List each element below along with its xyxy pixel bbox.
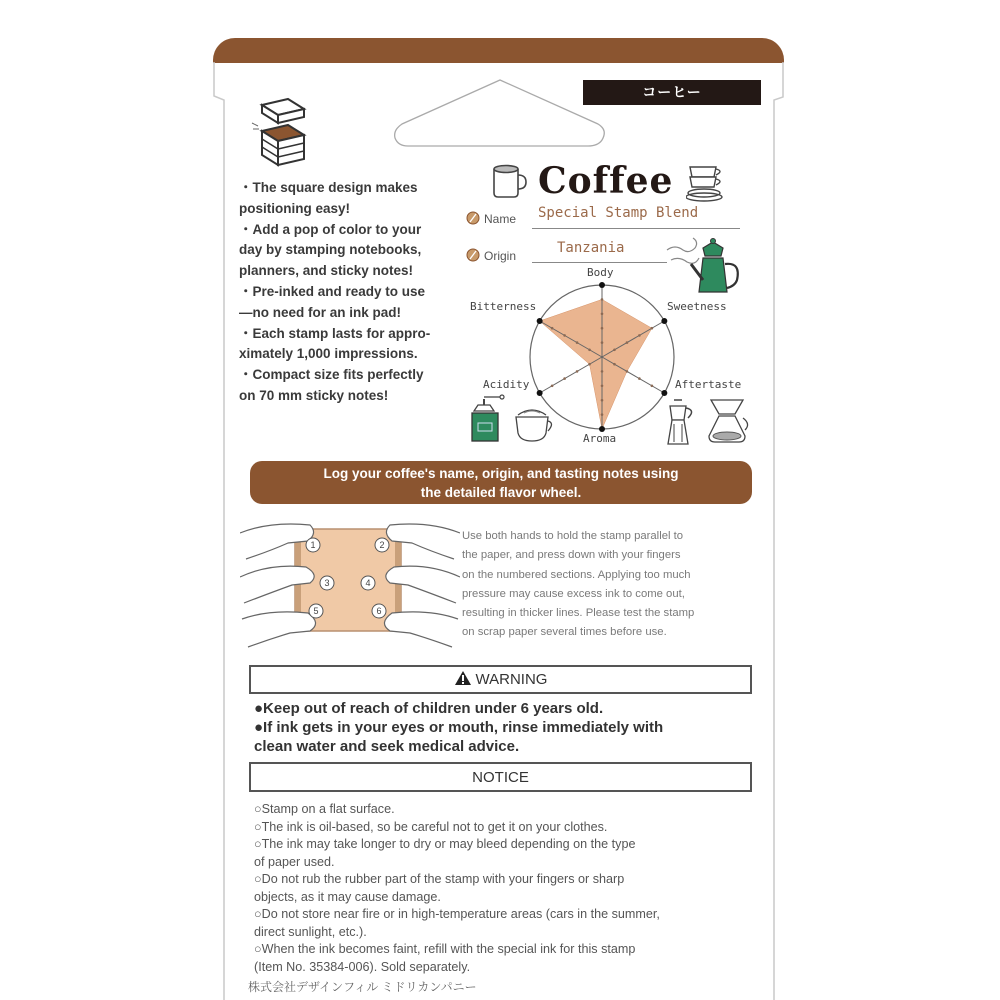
axis-label-bitterness: Bitterness [470, 300, 537, 313]
moka-pot-icon [662, 398, 702, 446]
axis-label-aroma: Aroma [583, 432, 617, 445]
usage-instructions [462, 527, 762, 643]
warning-header [249, 665, 752, 694]
hang-hole [395, 80, 605, 146]
name-label: Name [484, 212, 517, 226]
svg-text:1: 1 [310, 540, 316, 550]
warning-title: WARNING [475, 671, 548, 688]
banner-line: the detailed flavor wheel. [420, 485, 582, 500]
origin-underline [532, 262, 667, 263]
notice-item: direct sunlight, etc.). [254, 924, 367, 939]
feature-line: ximately 1,000 impressions. [239, 346, 418, 362]
feature-line: ・Add a pop of color to your [239, 221, 422, 237]
warning-triangle-icon [454, 670, 472, 686]
instruction-line: pressure may cause excess ink to come out, [462, 587, 685, 600]
svg-text:6: 6 [376, 606, 382, 616]
warning-item: clean water and seek medical advice. [254, 738, 520, 755]
flavor-wheel-banner [250, 461, 752, 504]
feature-line: day by stamping notebooks, [239, 242, 422, 258]
coffee-bean-icon [466, 211, 480, 225]
notice-header [249, 762, 752, 792]
instruction-line: on the numbered sections. Applying too much [462, 568, 691, 581]
notice-item: ○Do not rub the rubber part of the stamp with your fingers or sharp [254, 872, 625, 886]
hands-stamp-diagram [240, 515, 460, 655]
feature-line: planners, and sticky notes! [239, 263, 414, 279]
notice-item: ○When the ink becomes faint, refill with the special ink for this stamp [254, 942, 636, 956]
warning-item: ●Keep out of reach of children under 6 years old. [254, 700, 604, 717]
axis-label-sweetness: Sweetness [667, 300, 727, 313]
svg-text:4: 4 [365, 578, 371, 588]
notice-title: NOTICE [472, 769, 529, 786]
feature-line: ・Each stamp lasts for appro- [239, 325, 431, 341]
svg-text:3: 3 [324, 578, 330, 588]
stamp-title: Coffee [538, 160, 674, 202]
name-value: Special Stamp Blend [538, 205, 699, 221]
notice-item: (Item No. 35384-006). Sold separately. [254, 959, 471, 974]
warning-list [254, 699, 754, 756]
instruction-line: Use both hands to hold the stamp parallel to [462, 530, 684, 542]
card-top-band [213, 38, 784, 63]
notice-item: ○The ink is oil-based, so be careful not to get it on your clothes. [254, 819, 608, 834]
instruction-line: on scrap paper several times before use. [462, 626, 667, 639]
warning-item: ●If ink gets in your eyes or mouth, rinse immediately with [254, 719, 664, 736]
category-tag: コーヒー [583, 80, 761, 105]
stacked-cups-icon [686, 163, 728, 203]
origin-label: Origin [484, 249, 517, 263]
feature-line: —no need for an ink pad! [239, 304, 402, 320]
notice-item: objects, as it may cause damage. [254, 889, 441, 904]
latte-cup-icon [512, 405, 557, 445]
company-name: 株式会社デザインフィル ミドリカンパニー [248, 980, 477, 994]
feature-line: on 70 mm sticky notes! [239, 387, 389, 403]
svg-text:2: 2 [379, 540, 385, 550]
notice-item: ○Do not store near fire or in high-temperature areas (cars in the summer, [254, 907, 660, 921]
name-underline [532, 228, 740, 229]
feature-line: ・Pre-inked and ready to use [239, 283, 426, 299]
feature-line: ・Compact size fits perfectly [239, 367, 424, 383]
origin-value: Tanzania [557, 240, 625, 256]
stamp-stack-icon [250, 95, 310, 175]
notice-item: ○Stamp on a flat surface. [254, 802, 395, 816]
notice-item: ○The ink may take longer to dry or may bleed depending on the type [254, 837, 636, 851]
notice-item: of paper used. [254, 854, 335, 869]
svg-text:5: 5 [313, 606, 319, 616]
axis-label-body: Body [587, 266, 614, 279]
feature-line: positioning easy! [239, 200, 351, 216]
axis-label-acidity: Acidity [483, 378, 530, 391]
banner-line: Log your coffee's name, origin, and tasting notes using [323, 466, 679, 481]
coffee-bean-icon [466, 248, 480, 262]
instruction-line: the paper, and press down with your fingers [462, 549, 681, 562]
feature-line: ・The square design makes [239, 180, 418, 195]
pour-over-icon [703, 396, 753, 446]
axis-label-aftertaste: Aftertaste [675, 378, 742, 391]
coffee-mug-icon [490, 163, 530, 199]
feature-list [239, 178, 454, 407]
notice-list [254, 801, 764, 976]
instruction-line: resulting in thicker lines. Please test the stamp [462, 607, 695, 620]
